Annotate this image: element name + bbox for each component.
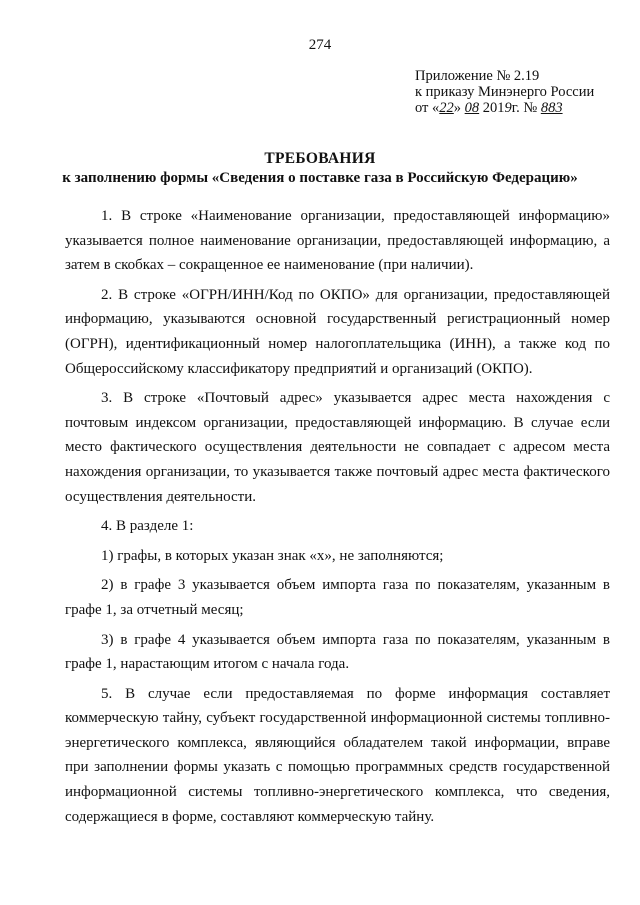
sub-item-1: 1) графы, в которых указан знак «х», не заполняются; [101, 547, 444, 564]
appendix-title: Приложение № 2.19 [415, 68, 540, 84]
order-number: 883 [540, 100, 563, 116]
appendix-block [415, 68, 615, 116]
date-prefix: от « [415, 100, 440, 116]
date-month: 08 [464, 100, 480, 116]
paragraph-4: 4. В разделе 1: [101, 518, 194, 535]
paragraph-3: 3. В строке «Почтовый адрес» указывается адрес места нахождения с почтовым индексом организации, предоставляющей информацию. В случае если место фактического осуществления деятельности не совпадает с адресом места нахождения организации, то указывается также почтовый адрес места фактического осуществления деятельности. [65, 390, 610, 505]
heading-subtitle: к заполнению формы «Сведения о поставке газа в Российскую Федерацию» [62, 170, 578, 186]
paragraph-2: 2. В строке «ОГРН/ИНН/Код по ОКПО» для организации, предоставляющей информацию, указываются основной государственный регистрационный номер (ОГРН), идентификационный номер налогоплательщика (ИНН), а также код по Общероссийскому классификатору предприятий и организаций (ОКПО). [65, 286, 610, 377]
date-year-digit: 9 [504, 100, 512, 116]
page-number: 274 [308, 37, 332, 53]
paragraph-1: 1. В строке «Наименование организации, предоставляющей информацию» указывается полное наименование организации, предоставляющей информацию, а затем в скобках – сокращенное ее наименование (при наличии). [65, 208, 610, 274]
document-heading [0, 150, 640, 187]
order-no-label: г. № [511, 100, 541, 116]
document-body [65, 204, 610, 834]
date-day: 22 [439, 100, 454, 116]
paragraph-5: 5. В случае если предоставляемая по форме информация составляет коммерческую тайну, субъект государственной информационной системы топливно-энергетического комплекса, являющийся обладателем такой информации, вправе при заполнении формы указать с помощью программных средств государственной информационной системы топливно-энергетического комплекса, что сведения, содержащиеся в форме, составляют коммерческую тайну. [65, 685, 610, 825]
date-year: 201 [479, 100, 505, 116]
appendix-order-ref: к приказу Минэнерго России [415, 84, 595, 100]
date-mid: » [453, 100, 465, 116]
sub-item-2: 2) в графе 3 указывается объем импорта газа по показателям, указанным в графе 1, за отчетный месяц; [65, 577, 610, 618]
sub-item-3: 3) в графе 4 указывается объем импорта газа по показателям, указанным в графе 1, нарастающим итогом с начала года. [65, 631, 610, 673]
appendix-date-line [415, 100, 615, 116]
heading-title: ТРЕБОВАНИЯ [264, 150, 376, 167]
